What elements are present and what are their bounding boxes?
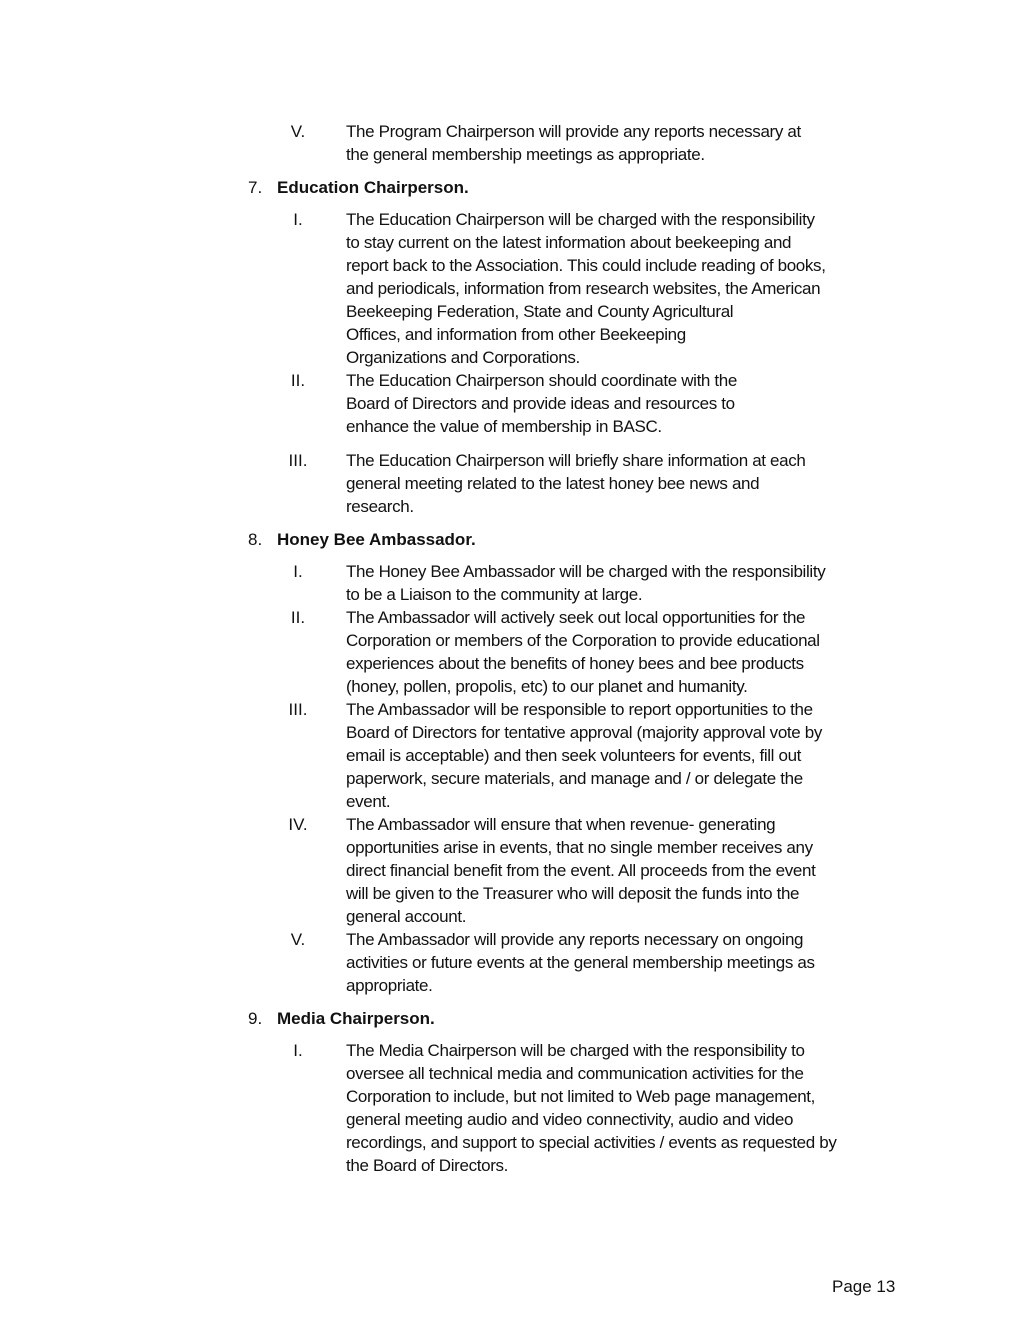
roman-numeral: V.: [290, 930, 306, 949]
text-line: The Education Chairperson will be charged with the responsibility: [346, 210, 815, 229]
list-item: [0, 369, 1020, 438]
text-line: general meeting audio and video connectivity, audio and video: [346, 1110, 794, 1129]
section-heading: [0, 176, 1020, 199]
text-line: to be a Liaison to the community at large.: [346, 585, 643, 604]
list-item: [0, 560, 1020, 606]
roman-numeral: III.: [288, 700, 308, 719]
section: [0, 176, 1020, 518]
text-line: Board of Directors for tentative approval (majority approval vote by: [346, 723, 823, 742]
section-number: 9.: [248, 1009, 263, 1028]
text-line: report back to the Association. This could include reading of books,: [346, 256, 826, 275]
text-line: Organizations and Corporations.: [346, 348, 580, 367]
page-number: Page 13: [832, 1277, 896, 1296]
section-title: Media Chairperson.: [277, 1009, 435, 1028]
text-line: general account.: [346, 907, 467, 926]
section-number: 8.: [248, 530, 263, 549]
roman-numeral: I.: [293, 1041, 303, 1060]
roman-numeral: II.: [290, 608, 306, 627]
text-line: The Ambassador will provide any reports necessary on ongoing: [346, 930, 804, 949]
text-line: The Ambassador will ensure that when revenue- generating: [346, 815, 776, 834]
text-line: appropriate.: [346, 976, 433, 995]
text-line: will be given to the Treasurer who will deposit the funds into the: [346, 884, 800, 903]
text-line: the general membership meetings as appropriate.: [346, 145, 705, 164]
section-title: Education Chairperson.: [277, 178, 469, 197]
roman-numeral: V.: [290, 122, 306, 141]
roman-numeral: III.: [288, 451, 308, 470]
section: [0, 528, 1020, 997]
section-heading: [0, 528, 1020, 551]
document-body: [0, 120, 1020, 1177]
text-line: (honey, pollen, propolis, etc) to our planet and humanity.: [346, 677, 748, 696]
text-line: The Ambassador will actively seek out local opportunities for the: [346, 608, 806, 627]
text-line: Offices, and information from other Beekeeping: [346, 325, 686, 344]
section-heading: [0, 1007, 1020, 1030]
text-line: experiences about the benefits of honey bees and bee products: [346, 654, 804, 673]
list-item: [0, 698, 1020, 813]
section-title: Honey Bee Ambassador.: [277, 530, 476, 549]
text-line: paperwork, secure materials, and manage and / or delegate the: [346, 769, 803, 788]
text-line: The Media Chairperson will be charged with the responsibility to: [346, 1041, 805, 1060]
text-line: the Board of Directors.: [346, 1156, 509, 1175]
text-line: Board of Directors and provide ideas and resources to: [346, 394, 735, 413]
text-line: Corporation or members of the Corporation to provide educational: [346, 631, 820, 650]
text-line: The Ambassador will be responsible to report opportunities to the: [346, 700, 813, 719]
list-item: [0, 208, 1020, 369]
text-line: and periodicals, information from research websites, the American: [346, 279, 821, 298]
list-item: [0, 928, 1020, 997]
roman-numeral: II.: [290, 371, 306, 390]
section-number: 7.: [248, 178, 263, 197]
text-line: direct financial benefit from the event. All proceeds from the event: [346, 861, 816, 880]
text-line: general meeting related to the latest honey bee news and: [346, 474, 760, 493]
text-line: enhance the value of membership in BASC.: [346, 417, 662, 436]
text-line: Corporation to include, but not limited to Web page management,: [346, 1087, 816, 1106]
list-item: [0, 813, 1020, 928]
roman-numeral: IV.: [288, 815, 308, 834]
text-line: research.: [346, 497, 414, 516]
text-line: The Honey Bee Ambassador will be charged with the responsibility: [346, 562, 826, 581]
section: [0, 120, 1020, 166]
roman-numeral: I.: [293, 210, 303, 229]
text-line: opportunities arise in events, that no single member receives any: [346, 838, 813, 857]
list-item: [0, 120, 1020, 166]
text-line: The Education Chairperson will briefly share information at each: [346, 451, 806, 470]
list-item: [0, 606, 1020, 698]
text-line: The Education Chairperson should coordinate with the: [346, 371, 737, 390]
list-item: [0, 449, 1020, 518]
section: [0, 1007, 1020, 1177]
roman-numeral: I.: [293, 562, 303, 581]
text-line: The Program Chairperson will provide any reports necessary at: [346, 122, 801, 141]
text-line: event.: [346, 792, 391, 811]
text-line: email is acceptable) and then seek volunteers for events, fill out: [346, 746, 802, 765]
text-line: to stay current on the latest information about beekeeping and: [346, 233, 792, 252]
text-line: recordings, and support to special activities / events as requested by: [346, 1133, 837, 1152]
text-line: oversee all technical media and communication activities for the: [346, 1064, 804, 1083]
text-line: Beekeeping Federation, State and County Agricultural: [346, 302, 734, 321]
text-line: activities or future events at the general membership meetings as: [346, 953, 815, 972]
list-item: [0, 1039, 1020, 1177]
